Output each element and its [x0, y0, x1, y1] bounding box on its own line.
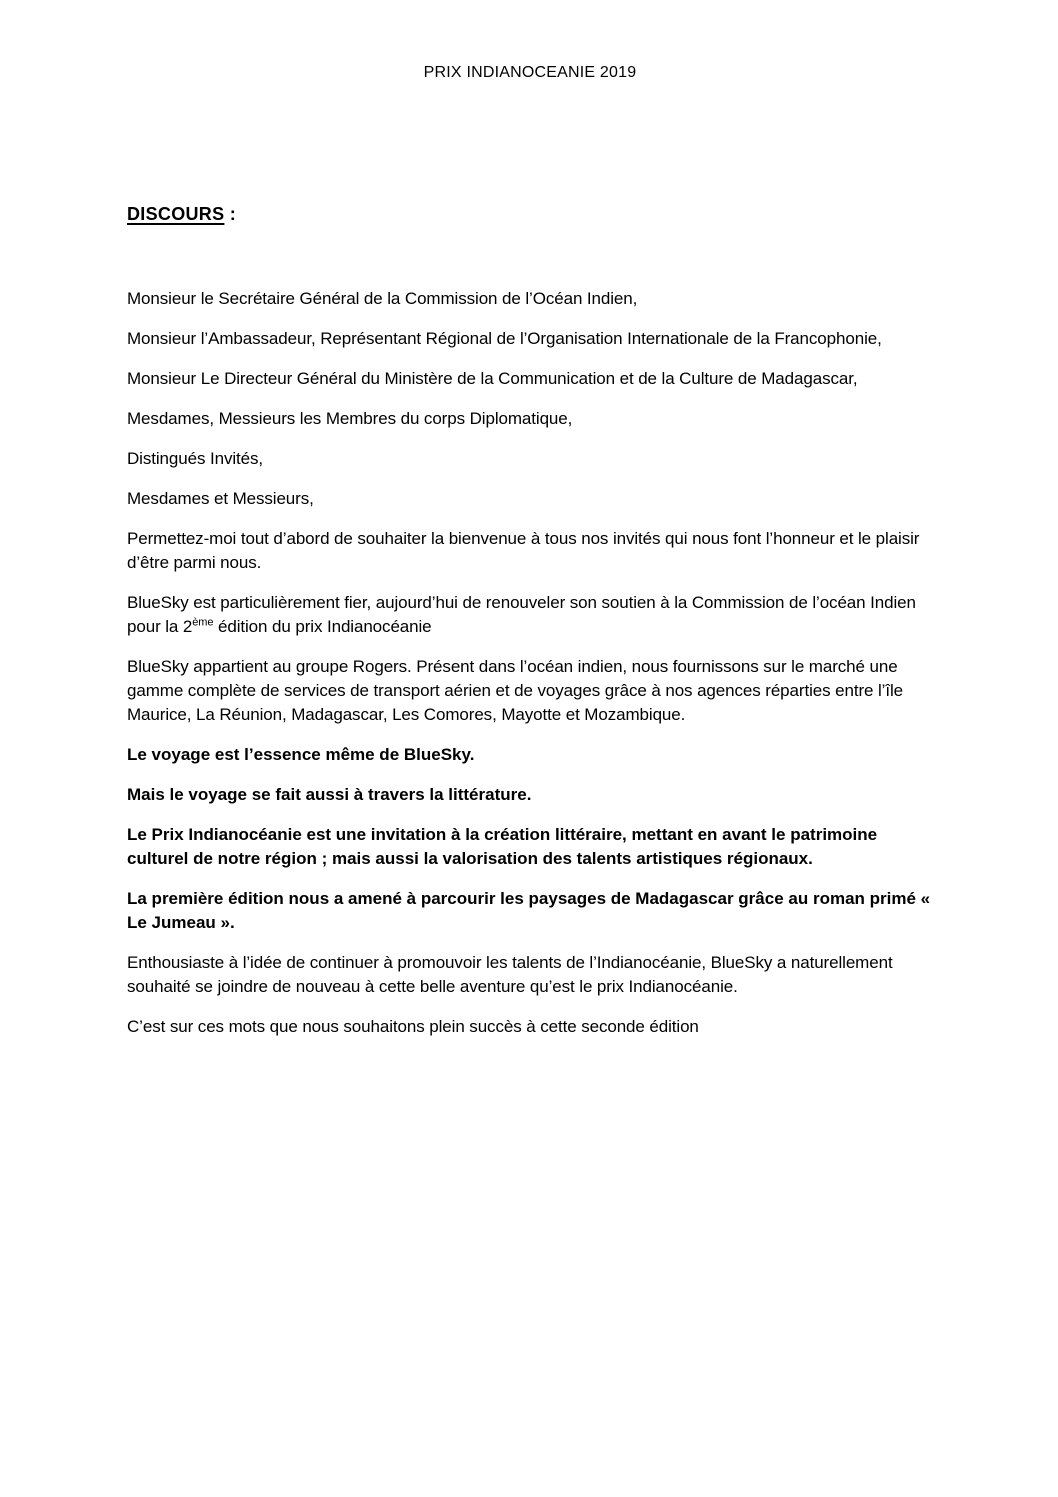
paragraph-welcome: Permettez-moi tout d’abord de souhaiter la bienvenue à tous nos invités qui nous font l’honneur et le plaisir d’être parmi nous. — [127, 529, 920, 572]
paragraph-enthousiaste: Enthousiaste à l’idée de continuer à promouvoir les talents de l’Indianocéanie, BlueSky a naturellement souhaité se joindre de nouveau à cette belle aventure qu’est le prix Indianocéanie. — [127, 953, 893, 996]
page-header-title: PRIX INDIANOCEANIE 2019 — [423, 64, 637, 81]
paragraph-salutation-6: Mesdames et Messieurs, — [127, 489, 314, 508]
document-title — [127, 204, 933, 225]
document-body — [127, 287, 933, 1039]
paragraph-bluesky-group: BlueSky appartient au groupe Rogers. Présent dans l’océan indien, nous fournissons sur le marché une gamme complète de services de transport aérien et de voyages grâce à nos agences réparties entre l’île Maurice, La Réunion, Madagascar, Les Comores, Mayotte et Mozambique. — [127, 657, 904, 724]
document-title-text: DISCOURS — [127, 204, 225, 224]
ordinal-superscript: ème — [192, 616, 214, 629]
paragraph-salutation-1: Monsieur le Secrétaire Général de la Commission de l’Océan Indien, — [127, 289, 638, 308]
paragraph-premiere-edition: La première édition nous a amené à parcourir les paysages de Madagascar grâce au roman primé « Le Jumeau ». — [127, 889, 931, 932]
paragraph-salutation-3: Monsieur Le Directeur Général du Ministère de la Communication et de la Culture de Madagascar, — [127, 369, 858, 388]
paragraph-salutation-5: Distingués Invités, — [127, 449, 264, 468]
paragraph-salutation-2: Monsieur l’Ambassadeur, Représentant Régional de l’Organisation Internationale de la Francophonie, — [127, 329, 882, 348]
paragraph-bluesky-support-after: édition du prix Indianocéanie — [213, 617, 432, 636]
paragraph-bluesky-support — [127, 591, 933, 639]
paragraph-voyage-litterature: Mais le voyage se fait aussi à travers la littérature. — [127, 785, 532, 804]
paragraph-bluesky-support-before: BlueSky est particulièrement fier, aujourd’hui de renouveler son soutien à la Commission de l’océan Indien pour la 2 — [127, 593, 916, 636]
document-title-colon: : — [224, 204, 237, 224]
paragraph-voyage-essence: Le voyage est l’essence même de BlueSky. — [127, 745, 475, 764]
paragraph-prix-invitation: Le Prix Indianocéanie est une invitation à la création littéraire, mettant en avant le patrimoine culturel de notre région ; mais aussi la valorisation des talents artistiques régionaux. — [127, 825, 878, 868]
paragraph-conclusion: C’est sur ces mots que nous souhaitons plein succès à cette seconde édition — [127, 1017, 699, 1036]
paragraph-salutation-4: Mesdames, Messieurs les Membres du corps Diplomatique, — [127, 409, 573, 428]
